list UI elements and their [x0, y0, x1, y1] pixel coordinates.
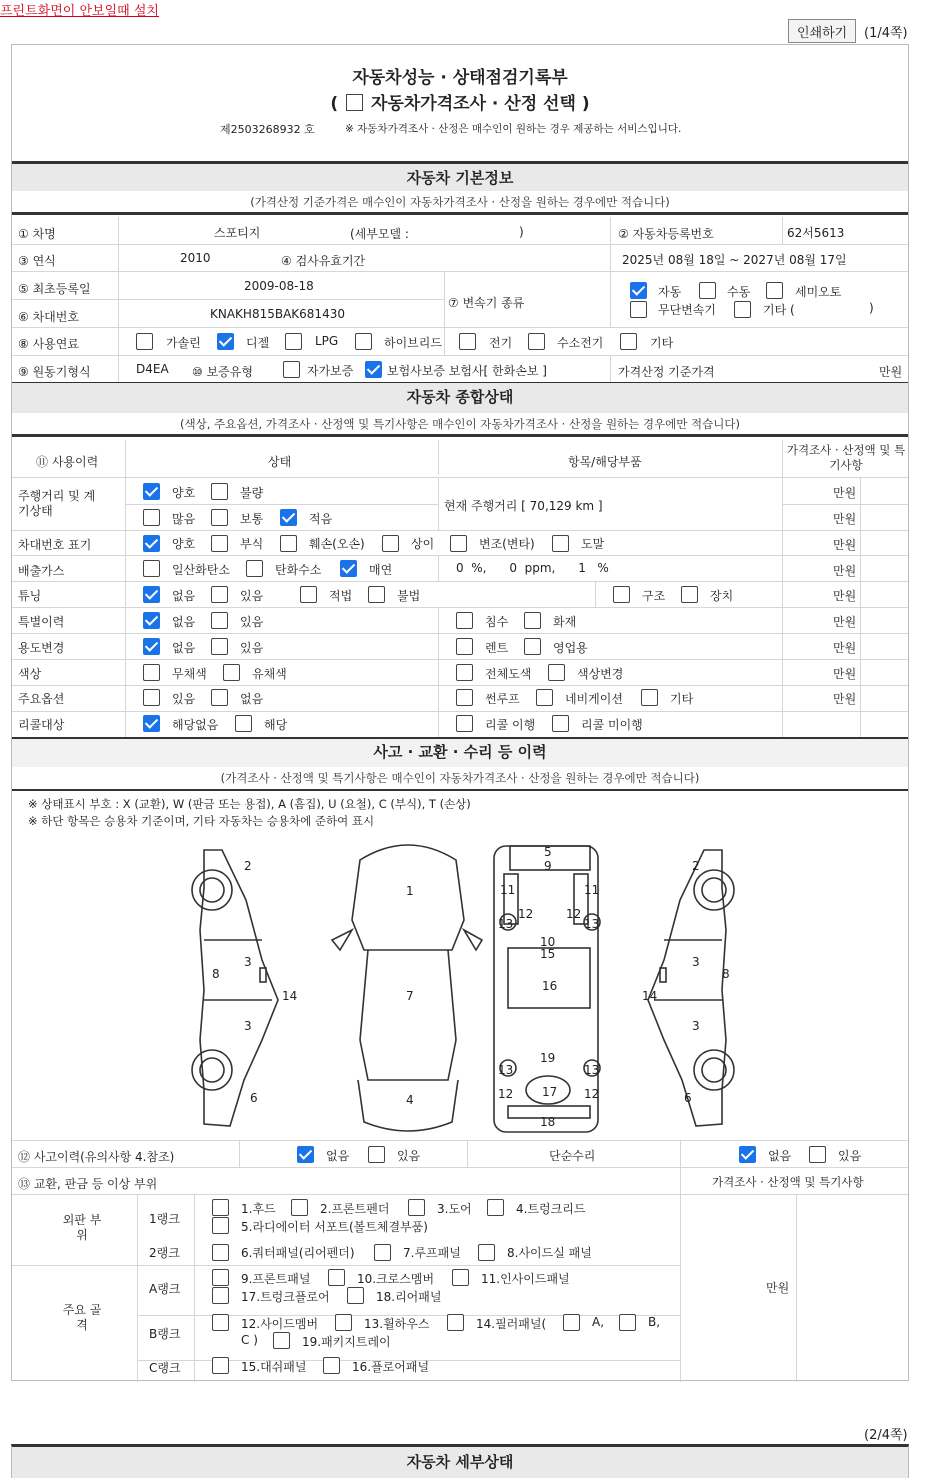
special-fire-checkbox[interactable] — [524, 612, 541, 629]
document-title: 자동차성능 · 상태점검기록부 — [352, 68, 568, 88]
mileage-good-label: 양호 — [172, 486, 196, 500]
part-wheel-house-checkbox[interactable] — [335, 1314, 352, 1331]
pillar-b-checkbox[interactable] — [619, 1314, 636, 1331]
label-car-name: ① 차명 — [18, 227, 56, 241]
fuel-hydrogen-label: 수소전기 — [557, 336, 604, 350]
tuning-price-unit: 만원 — [833, 589, 857, 603]
car-top-view — [332, 845, 482, 1131]
simple-none-label: 없음 — [768, 1149, 792, 1163]
tuning-legal-label: 적법 — [329, 589, 353, 603]
label-plate: 차대번호 표기 — [18, 538, 92, 552]
label-year: ③ 연식 — [18, 254, 56, 268]
overall-status-note: (색상, 주요옵션, 가격조사 · 산정액 및 특기사항은 매수인이 자동차가격조사 · 산정을 원하는 경우에만 적습니다) — [12, 413, 908, 437]
svg-text:9: 9 — [544, 859, 552, 873]
plate-corrosion-checkbox[interactable] — [211, 535, 228, 552]
svg-text:3: 3 — [244, 1019, 252, 1033]
mileage-low-label: 적음 — [309, 512, 333, 526]
fuel-lpg-checkbox[interactable] — [285, 333, 302, 350]
mileage-price-unit-2: 만원 — [833, 512, 857, 526]
engine-type: D4EA — [136, 362, 169, 376]
simple-yes-checkbox[interactable] — [809, 1146, 826, 1163]
svg-text:12: 12 — [518, 907, 534, 921]
svg-text:6: 6 — [250, 1091, 258, 1105]
part-trunk-lid-checkbox[interactable] — [487, 1199, 504, 1216]
trans-other-label: 기타 ( — [763, 303, 795, 317]
overall-status-title: 자동차 종합상태 — [12, 383, 908, 413]
inspection-record-page — [11, 44, 909, 1381]
emis-hc-checkbox[interactable] — [246, 560, 263, 577]
svg-text:17: 17 — [542, 1085, 558, 1099]
color-achromatic-label: 무채색 — [172, 667, 207, 681]
fuel-other-checkbox[interactable] — [620, 333, 637, 350]
label-special: 특별이력 — [18, 615, 65, 629]
part-quarter-panel-label: 6.쿼터패널(리어펜더) — [241, 1246, 355, 1260]
col-usage-history: ⑪ 사용이력 — [36, 455, 99, 469]
rank-b-label: B랭크 — [149, 1327, 181, 1341]
plate-painted-label: 도말 — [581, 537, 605, 551]
label-transmission: ⑦ 변속기 종류 — [448, 296, 525, 310]
part-package-tray-label: 19.패키지트레이 — [302, 1335, 391, 1349]
tuning-yes-checkbox[interactable] — [211, 586, 228, 603]
trans-auto-label: 자동 — [658, 285, 682, 299]
plate-mismatch-label: 상이 — [411, 537, 435, 551]
svg-text:1: 1 — [406, 884, 414, 898]
svg-text:12: 12 — [584, 1087, 600, 1101]
label-usage-change: 용도변경 — [18, 641, 65, 655]
label-main-frame: 주요 골격 — [62, 1303, 102, 1332]
vin: KNAKH815BAK681430 — [210, 307, 345, 321]
pillar-a-checkbox[interactable] — [563, 1314, 580, 1331]
label-outer-panel: 외판 부위 — [62, 1213, 102, 1242]
label-parts: ⑬ 교환, 판금 등 이상 부위 — [18, 1177, 158, 1191]
usage-commercial-checkbox[interactable] — [524, 638, 541, 655]
car-name: 스포티지 — [214, 226, 261, 240]
diagram-note: ※ 하단 항목은 승용차 기준이며, 기타 자동차는 승용차에 준하여 표시 — [28, 814, 375, 828]
fuel-hybrid-checkbox[interactable] — [355, 333, 372, 350]
svg-text:18: 18 — [540, 1115, 556, 1129]
emis-smoke-checkbox[interactable] — [340, 560, 357, 577]
color-change-checkbox[interactable] — [548, 664, 565, 681]
color-fullpaint-label: 전체도색 — [485, 667, 532, 681]
part-radiator-support-label: 5.라디에이터 서포트(볼트체결부품) — [241, 1220, 428, 1234]
tuning-structure-label: 구조 — [642, 589, 666, 603]
option-sunroof-checkbox[interactable] — [456, 689, 473, 706]
trans-cvt-checkbox[interactable] — [630, 301, 647, 318]
usage-none-label: 없음 — [172, 641, 196, 655]
fuel-diesel-label: 디젤 — [246, 336, 270, 350]
part-wheel-house-label: 13.휠하우스 — [364, 1317, 430, 1331]
label-vin: ⑥ 차대번호 — [18, 310, 79, 324]
svg-text:19: 19 — [540, 1051, 556, 1065]
tuning-none-checkbox[interactable] — [143, 586, 160, 603]
rank-c-label: C랭크 — [149, 1361, 181, 1375]
usage-rent-label: 렌트 — [485, 641, 509, 655]
usage-none-checkbox[interactable] — [143, 638, 160, 655]
part-front-fender-label: 2.프론트펜더 — [320, 1202, 390, 1216]
detail-status-title: 자동차 세부상태 — [406, 1453, 514, 1471]
label-tuning: 튜닝 — [18, 589, 42, 603]
svg-text:16: 16 — [542, 979, 558, 993]
document-number: 제2503268932 호 — [220, 123, 315, 136]
option-yes-label: 있음 — [172, 692, 196, 706]
recall-done-label: 리콜 이행 — [485, 718, 536, 732]
model-year: 2010 — [180, 251, 211, 265]
recall-notdone-label: 리콜 미이행 — [581, 718, 643, 732]
recall-notdone-checkbox[interactable] — [552, 715, 569, 732]
part-hood-label: 1.후드 — [241, 1202, 276, 1216]
page-2-indicator: (2/4쪽) — [864, 1428, 908, 1443]
recall-na-checkbox[interactable] — [143, 715, 160, 732]
fuel-hydrogen-checkbox[interactable] — [528, 333, 545, 350]
vehicle-diagram — [182, 840, 742, 1140]
svg-text:3: 3 — [692, 1019, 700, 1033]
warranty-insurer-label: 보험사보증 보험사[ 한화손보 ] — [387, 364, 547, 378]
page-indicator: (1/4쪽) — [864, 26, 908, 41]
car-right-side-view — [642, 850, 734, 1126]
svg-text:4: 4 — [406, 1093, 414, 1107]
trans-other-checkbox[interactable] — [734, 301, 751, 318]
option-no-label: 없음 — [240, 692, 264, 706]
plate-mismatch-checkbox[interactable] — [382, 535, 399, 552]
part-rear-panel-checkbox[interactable] — [347, 1287, 364, 1304]
emis-hc-label: 탄화수소 — [275, 563, 322, 577]
parts-price-unit: 만원 — [766, 1281, 790, 1295]
print-button[interactable]: 인쇄하기 — [788, 19, 856, 43]
emis-smoke-label: 매연 — [369, 563, 393, 577]
svg-text:5: 5 — [544, 845, 552, 859]
warranty-self-label: 자가보증 — [307, 364, 354, 378]
tuning-illegal-checkbox[interactable] — [368, 586, 385, 603]
mileage-high-label: 많음 — [172, 512, 196, 526]
rank-a-label: A랭크 — [149, 1282, 181, 1296]
label-reg-number: ② 자동차등록번호 — [618, 227, 714, 241]
mileage-bad-label: 불량 — [240, 486, 264, 500]
fuel-electric-checkbox[interactable] — [459, 333, 476, 350]
special-yes-checkbox[interactable] — [211, 612, 228, 629]
label-mileage: 주행거리 및 계기상태 — [18, 489, 96, 518]
part-side-member-checkbox[interactable] — [212, 1314, 229, 1331]
plate-altered-label: 변조(변타) — [479, 537, 535, 551]
label-color: 색상 — [18, 667, 42, 681]
part-side-sill-checkbox[interactable] — [478, 1244, 495, 1261]
option-yes-checkbox[interactable] — [143, 689, 160, 706]
car-underbody-view — [494, 845, 600, 1132]
part-floor-panel-label: 16.플로어패널 — [352, 1360, 430, 1374]
simple-yes-label: 있음 — [838, 1149, 862, 1163]
fuel-diesel-checkbox[interactable] — [217, 333, 234, 350]
svg-text:12: 12 — [566, 907, 582, 921]
svg-text:11: 11 — [500, 883, 516, 897]
part-trunk-floor-label: 17.트렁크플로어 — [241, 1290, 330, 1304]
label-simple-repair: 단순수리 — [549, 1149, 596, 1163]
part-roof-panel-checkbox[interactable] — [374, 1244, 391, 1261]
trans-semi-checkbox[interactable] — [766, 282, 783, 299]
part-inside-panel-checkbox[interactable] — [452, 1269, 469, 1286]
svg-text:14: 14 — [282, 989, 298, 1003]
label-options: 주요옵션 — [18, 692, 65, 706]
special-none-label: 없음 — [172, 615, 196, 629]
special-price-unit: 만원 — [833, 615, 857, 629]
special-none-checkbox[interactable] — [143, 612, 160, 629]
svg-text:2: 2 — [244, 859, 252, 873]
tuning-structure-checkbox[interactable] — [613, 586, 630, 603]
usage-rent-checkbox[interactable] — [456, 638, 473, 655]
label-emission: 배출가스 — [18, 564, 65, 578]
label-accident-history: ⑫ 사고이력(유의사항 4.참조) — [18, 1150, 175, 1164]
part-quarter-panel-checkbox[interactable] — [212, 1244, 229, 1261]
fuel-gasoline-label: 가솔린 — [166, 336, 201, 350]
rank-2-label: 2랭크 — [149, 1246, 180, 1260]
accident-note: (가격조사 · 산정액 및 특기사항은 매수인이 자동차가격조사 · 산정을 원하는 경우에만 적습니다) — [12, 767, 908, 791]
tuning-yes-label: 있음 — [240, 589, 264, 603]
label-base-price: 가격산정 기준가격 — [618, 365, 715, 379]
simple-none-checkbox[interactable] — [739, 1146, 756, 1163]
svg-text:15: 15 — [540, 947, 556, 961]
symbol-legend: ※ 상태표시 부호 : X (교환), W (판금 또는 용접), A (흠집), U (요철), C (부식), T (손상) — [28, 797, 471, 811]
mileage-good-checkbox[interactable] — [143, 483, 160, 500]
trans-auto-checkbox[interactable] — [630, 282, 647, 299]
inspection-valid: 2025년 08월 18일 ~ 2027년 08월 17일 — [622, 253, 847, 267]
emission-values: 0 %, 0 ppm, 1 % — [456, 561, 609, 575]
detail-status-page — [11, 1444, 909, 1478]
pillar-b-label: B, — [648, 1315, 661, 1329]
svg-text:6: 6 — [684, 1091, 692, 1105]
svg-text:12: 12 — [498, 1087, 514, 1101]
label-inspection-valid: ④ 검사유효기간 — [281, 254, 366, 268]
tuning-none-label: 없음 — [172, 589, 196, 603]
col-status: 상태 — [268, 455, 292, 469]
part-front-panel-label: 9.프론트패널 — [241, 1272, 311, 1286]
accident-none-checkbox[interactable] — [297, 1146, 314, 1163]
part-pillar-panel-label: 14.필러패널( — [476, 1317, 547, 1331]
svg-text:3: 3 — [692, 955, 700, 969]
part-inside-panel-label: 11.인사이드패널 — [481, 1272, 570, 1286]
svg-text:13: 13 — [584, 1063, 600, 1077]
fuel-lpg-label: LPG — [315, 334, 339, 348]
svg-text:14: 14 — [642, 989, 658, 1003]
fuel-gasoline-checkbox[interactable] — [136, 333, 153, 350]
usage-price-unit: 만원 — [833, 641, 857, 655]
mileage-low-checkbox[interactable] — [280, 509, 297, 526]
recall-na-label: 해당없음 — [172, 718, 219, 732]
trans-manual-checkbox[interactable] — [699, 282, 716, 299]
special-flood-label: 침수 — [485, 615, 509, 629]
fuel-other-label: 기타 — [650, 336, 674, 350]
option-price-unit: 만원 — [833, 692, 857, 706]
part-cross-member-label: 10.크로스멤버 — [357, 1272, 435, 1286]
accident-yes-checkbox[interactable] — [368, 1146, 385, 1163]
fuel-electric-label: 전기 — [489, 336, 513, 350]
part-door-checkbox[interactable] — [408, 1199, 425, 1216]
part-cross-member-checkbox[interactable] — [328, 1269, 345, 1286]
tuning-device-checkbox[interactable] — [681, 586, 698, 603]
document-subtitle: ( 자동차가격조사 · 산정 선택 ) — [330, 94, 590, 114]
plate-price-unit: 만원 — [833, 538, 857, 552]
mileage-price-unit: 만원 — [833, 486, 857, 500]
usage-yes-label: 있음 — [240, 641, 264, 655]
plate-damage-label: 훼손(오손) — [309, 537, 365, 551]
svg-text:8: 8 — [722, 967, 730, 981]
color-achromatic-checkbox[interactable] — [143, 664, 160, 681]
rank-1-label: 1랭크 — [149, 1212, 180, 1226]
part-floor-panel-checkbox[interactable] — [323, 1357, 340, 1374]
current-mileage: 현재 주행거리 [ 70,129 km ] — [444, 499, 603, 513]
option-other-checkbox[interactable] — [641, 689, 658, 706]
emis-co-checkbox[interactable] — [143, 560, 160, 577]
part-dash-panel-checkbox[interactable] — [212, 1357, 229, 1374]
plate-altered-checkbox[interactable] — [450, 535, 467, 552]
trans-cvt-label: 무단변속기 — [658, 303, 716, 317]
price-service-checkbox[interactable] — [346, 94, 363, 111]
special-yes-label: 있음 — [240, 615, 264, 629]
reg-number: 62서5613 — [787, 226, 845, 240]
pillar-a-label: A, — [592, 1315, 605, 1329]
option-no-checkbox[interactable] — [211, 689, 228, 706]
plate-good-label: 양호 — [172, 537, 196, 551]
option-other-label: 기타 — [670, 692, 694, 706]
svg-text:3: 3 — [244, 955, 252, 969]
part-hood-checkbox[interactable] — [212, 1199, 229, 1216]
svg-text:7: 7 — [406, 989, 414, 1003]
option-nav-label: 네비게이션 — [565, 692, 623, 706]
svg-text:8: 8 — [212, 967, 220, 981]
label-fuel: ⑧ 사용연료 — [18, 337, 79, 351]
color-chromatic-checkbox[interactable] — [223, 664, 240, 681]
label-parts-price: 가격조사 · 산정액 및 특기사항 — [712, 1175, 864, 1189]
part-front-panel-checkbox[interactable] — [212, 1269, 229, 1286]
service-notice: ※ 자동차가격조사 · 산정은 매수인이 원하는 경우 제공하는 서비스입니다. — [345, 123, 682, 135]
option-nav-checkbox[interactable] — [536, 689, 553, 706]
svg-text:11: 11 — [584, 883, 600, 897]
option-sunroof-label: 썬루프 — [485, 692, 520, 706]
svg-text:13: 13 — [584, 917, 600, 931]
svg-text:2: 2 — [692, 859, 700, 873]
part-trunk-floor-checkbox[interactable] — [212, 1287, 229, 1304]
detail-model-label: (세부모델 : — [350, 227, 409, 241]
recall-yes-checkbox[interactable] — [235, 715, 252, 732]
svg-text:10: 10 — [540, 935, 556, 949]
plate-painted-checkbox[interactable] — [552, 535, 569, 552]
part-side-sill-label: 8.사이드실 패널 — [507, 1246, 592, 1260]
tuning-device-label: 장치 — [710, 589, 734, 603]
part-roof-panel-label: 7.루프패널 — [403, 1246, 461, 1260]
part-radiator-support-checkbox[interactable] — [212, 1217, 229, 1234]
mileage-normal-label: 보통 — [240, 512, 264, 526]
svg-text:13: 13 — [498, 917, 514, 931]
part-front-fender-checkbox[interactable] — [291, 1199, 308, 1216]
pillar-c-label: C ) — [241, 1333, 258, 1347]
plate-good-checkbox[interactable] — [143, 535, 160, 552]
special-flood-checkbox[interactable] — [456, 612, 473, 629]
special-fire-label: 화재 — [553, 615, 577, 629]
plate-damage-checkbox[interactable] — [280, 535, 297, 552]
col-item: 항목/해당부품 — [568, 455, 642, 469]
col-price-notes: 가격조사 · 산정액 및 특기사항 — [786, 443, 906, 472]
tuning-illegal-label: 불법 — [397, 589, 421, 603]
usage-commercial-label: 영업용 — [553, 641, 588, 655]
part-pillar-panel-checkbox[interactable] — [447, 1314, 464, 1331]
part-door-label: 3.도어 — [437, 1202, 472, 1216]
emis-price-unit: 만원 — [833, 564, 857, 578]
label-first-reg: ⑤ 최초등록일 — [18, 282, 91, 296]
color-price-unit: 만원 — [833, 667, 857, 681]
trans-other-close: ) — [869, 301, 874, 315]
accident-title: 사고 · 교환 · 수리 등 이력 — [12, 739, 908, 767]
usage-yes-checkbox[interactable] — [211, 638, 228, 655]
trans-manual-label: 수동 — [727, 285, 751, 299]
car-left-side-view — [192, 850, 297, 1126]
part-side-member-label: 12.사이드멤버 — [241, 1317, 319, 1331]
label-recall: 리콜대상 — [18, 718, 65, 732]
label-engine: ⑨ 원동기형식 — [18, 365, 91, 379]
part-dash-panel-label: 15.대쉬패널 — [241, 1360, 307, 1374]
mileage-high-checkbox[interactable] — [143, 509, 160, 526]
emis-co-label: 일산화탄소 — [172, 563, 230, 577]
color-change-label: 색상변경 — [577, 667, 624, 681]
mileage-normal-checkbox[interactable] — [211, 509, 228, 526]
svg-text:13: 13 — [498, 1063, 514, 1077]
trans-semi-label: 세미오토 — [795, 285, 842, 299]
first-reg-date: 2009-08-18 — [244, 279, 314, 293]
warranty-self-checkbox[interactable] — [283, 361, 300, 378]
part-package-tray-checkbox[interactable] — [273, 1332, 290, 1349]
base-price-unit: 만원 — [879, 365, 903, 379]
fuel-hybrid-label: 하이브리드 — [384, 336, 442, 350]
detail-model-close: ) — [519, 225, 524, 239]
basic-info-title: 자동차 기본정보 — [12, 161, 908, 191]
accident-none-label: 없음 — [326, 1149, 350, 1163]
mileage-bad-checkbox[interactable] — [211, 483, 228, 500]
color-fullpaint-checkbox[interactable] — [456, 664, 473, 681]
recall-done-checkbox[interactable] — [456, 715, 473, 732]
part-rear-panel-label: 18.리어패널 — [376, 1290, 442, 1304]
recall-yes-label: 해당 — [264, 718, 288, 732]
part-trunk-lid-label: 4.트렁크리드 — [516, 1202, 586, 1216]
tuning-legal-checkbox[interactable] — [300, 586, 317, 603]
plate-corrosion-label: 부식 — [240, 537, 264, 551]
color-chromatic-label: 유채색 — [252, 667, 287, 681]
warranty-insurer-checkbox[interactable] — [365, 361, 382, 378]
basic-info-note: (가격산정 기준가격은 매수인이 자동차가격조사 · 산정을 원하는 경우에만 적습니다) — [12, 191, 908, 215]
label-warranty: ⑩ 보증유형 — [192, 365, 253, 379]
accident-yes-label: 있음 — [397, 1149, 421, 1163]
